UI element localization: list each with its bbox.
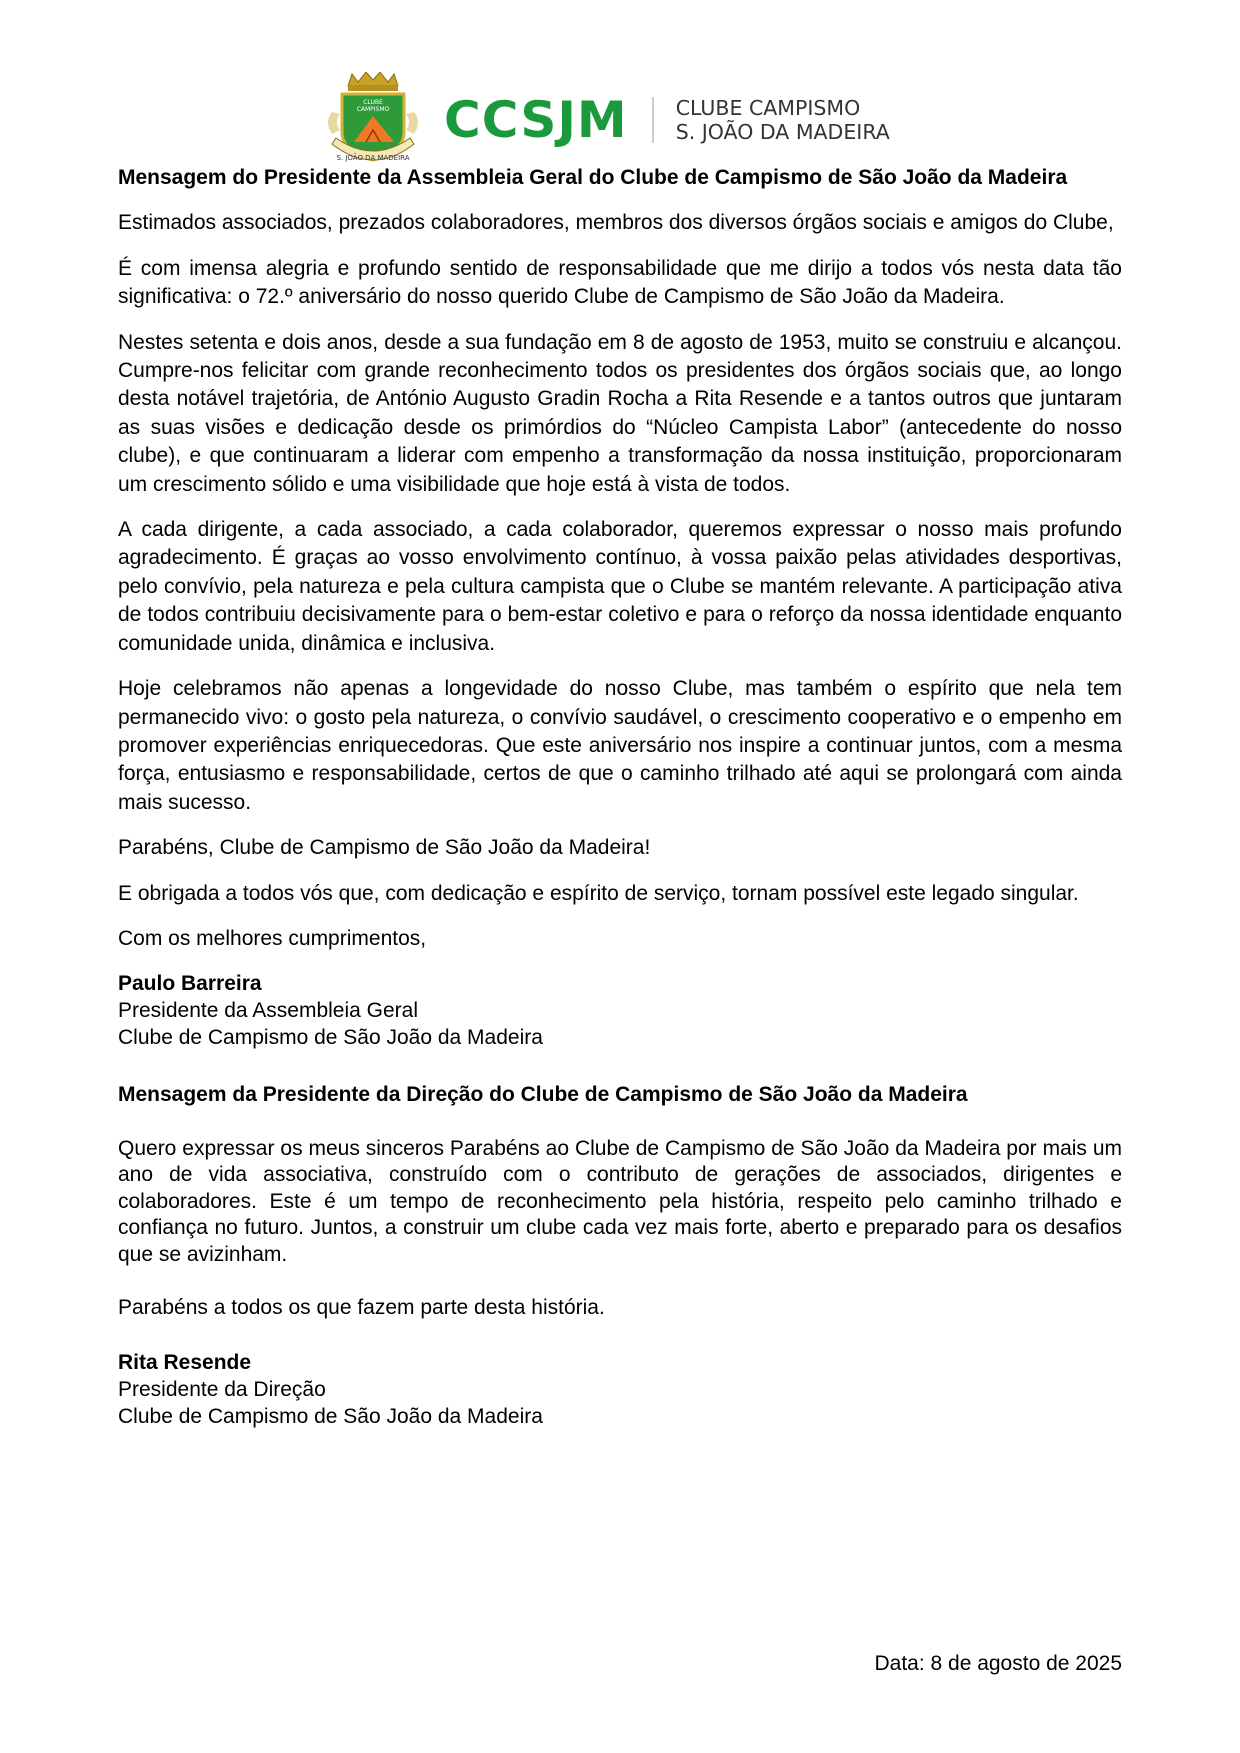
divider — [652, 97, 654, 143]
svg-text:CAMPISMO: CAMPISMO — [356, 106, 390, 113]
signatory-role: Presidente da Direção — [118, 1377, 326, 1401]
paragraph: Nestes setenta e dois anos, desde a sua fundação em 8 de agosto de 1953, muito se construiu e alcançou. Cumpre-nos felicitar com grande reconhecimento todos os presidentes dos órgãos sociais que, ao longo desta notável trajetória, de António Augusto Gradin Rocha a Rita Resende e a tantos outros que juntaram as suas visões e dedicação desde os primórdios do “Núcleo Campista Labor” (antecedente do nosso clube), e que continuaram a liderar com empenho a transformação da nossa instituição, proporcionaram um crescimento sólido e uma visibilidade que hoje está à vista de todos. — [118, 330, 1122, 496]
letter-date: Data: 8 de agosto de 2025 — [874, 1652, 1122, 1675]
paragraph: Quero expressar os meus sinceros Parabéns ao Clube de Campismo de São João da Madeira por mais um ano de vida associativa, construído com o contributo de gerações de associados, dirigentes e colaboradores. Este é um tempo de reconhecimento pela história, respeito pelo caminho trilhado e confiança no futuro. Juntos, a construir um clube cada vez mais forte, aberto e preparado para os desafios que se avizinham. — [118, 1136, 1122, 1266]
subtitle-line: S. JOÃO DA MADEIRA — [675, 120, 890, 144]
svg-text:CLUBE: CLUBE — [363, 99, 383, 106]
paragraph: A cada dirigente, a cada associado, a cada colaborador, queremos expressar o nosso mais profundo agradecimento. É graças ao vosso envolvimento contínuo, à vossa paixão pelas atividades desportivas, pelo convívio, pela natureza e pela cultura campista que o Clube se mantém relevante. A participação ativa de todos contribuiu decisivamente para o bem-estar coletivo e para o reforço da nossa identidade enquanto comunidade unida, dinâmica e inclusiva. — [118, 518, 1122, 655]
signatory-name: Paulo Barreira — [118, 972, 262, 996]
signature-block — [118, 1349, 1122, 1430]
signatory-name: Rita Resende — [118, 1350, 252, 1374]
signatory-org: Clube de Campismo de São João da Madeira — [118, 1404, 543, 1428]
paragraph: Hoje celebramos não apenas a longevidade do nosso Clube, mas também o espírito que nela tem permanecido vivo: o gosto pela natureza, o convívio saudável, o crescimento cooperativo e o empenho em promover experiências enriquecedoras. Que este aniversário nos inspire a continuar juntos, com a mesma força, entusiasmo e responsabilidade, certos de que o caminho trilhado até aqui se prolongará com ainda mais sucesso. — [118, 677, 1122, 814]
paragraph: É com imensa alegria e profundo sentido de responsabilidade que me dirijo a todos vós nesta data tão significativa: o 72.º aniversário do nosso querido Clube de Campismo de São João da Madeira. — [118, 256, 1122, 309]
subtitle-line: CLUBE CAMPISMO — [675, 96, 861, 120]
letterhead — [318, 72, 890, 168]
letter-body — [118, 164, 1122, 1447]
section-2 — [118, 1081, 1122, 1429]
brand-name: CCSJM — [444, 91, 628, 149]
paragraph: Parabéns a todos os que fazem parte desta história. — [118, 1296, 605, 1320]
paragraph: Estimados associados, prezados colaboradores, membros dos diversos órgãos sociais e amigos do Clube, — [118, 211, 1114, 235]
signatory-org: Clube de Campismo de São João da Madeira — [118, 1026, 543, 1050]
paragraph: E obrigada a todos vós que, com dedicação e espírito de serviço, tornam possível este legado singular. — [118, 881, 1079, 905]
section-title: Mensagem da Presidente da Direção do Clube de Campismo de São João da Madeira — [118, 1083, 968, 1107]
brand-subtitle — [676, 96, 890, 144]
section-title: Mensagem do Presidente da Assembleia Geral do Clube de Campismo de São João da Madeira — [118, 166, 1068, 189]
signature-block — [118, 970, 1122, 1051]
paragraph: Parabéns, Clube de Campismo de São João da Madeira! — [118, 836, 651, 860]
club-crest-logo — [318, 72, 428, 168]
svg-text:S. JOÃO DA MADEIRA: S. JOÃO DA MADEIRA — [336, 154, 410, 162]
paragraph: Com os melhores cumprimentos, — [118, 926, 427, 950]
signatory-role: Presidente da Assembleia Geral — [118, 999, 418, 1023]
